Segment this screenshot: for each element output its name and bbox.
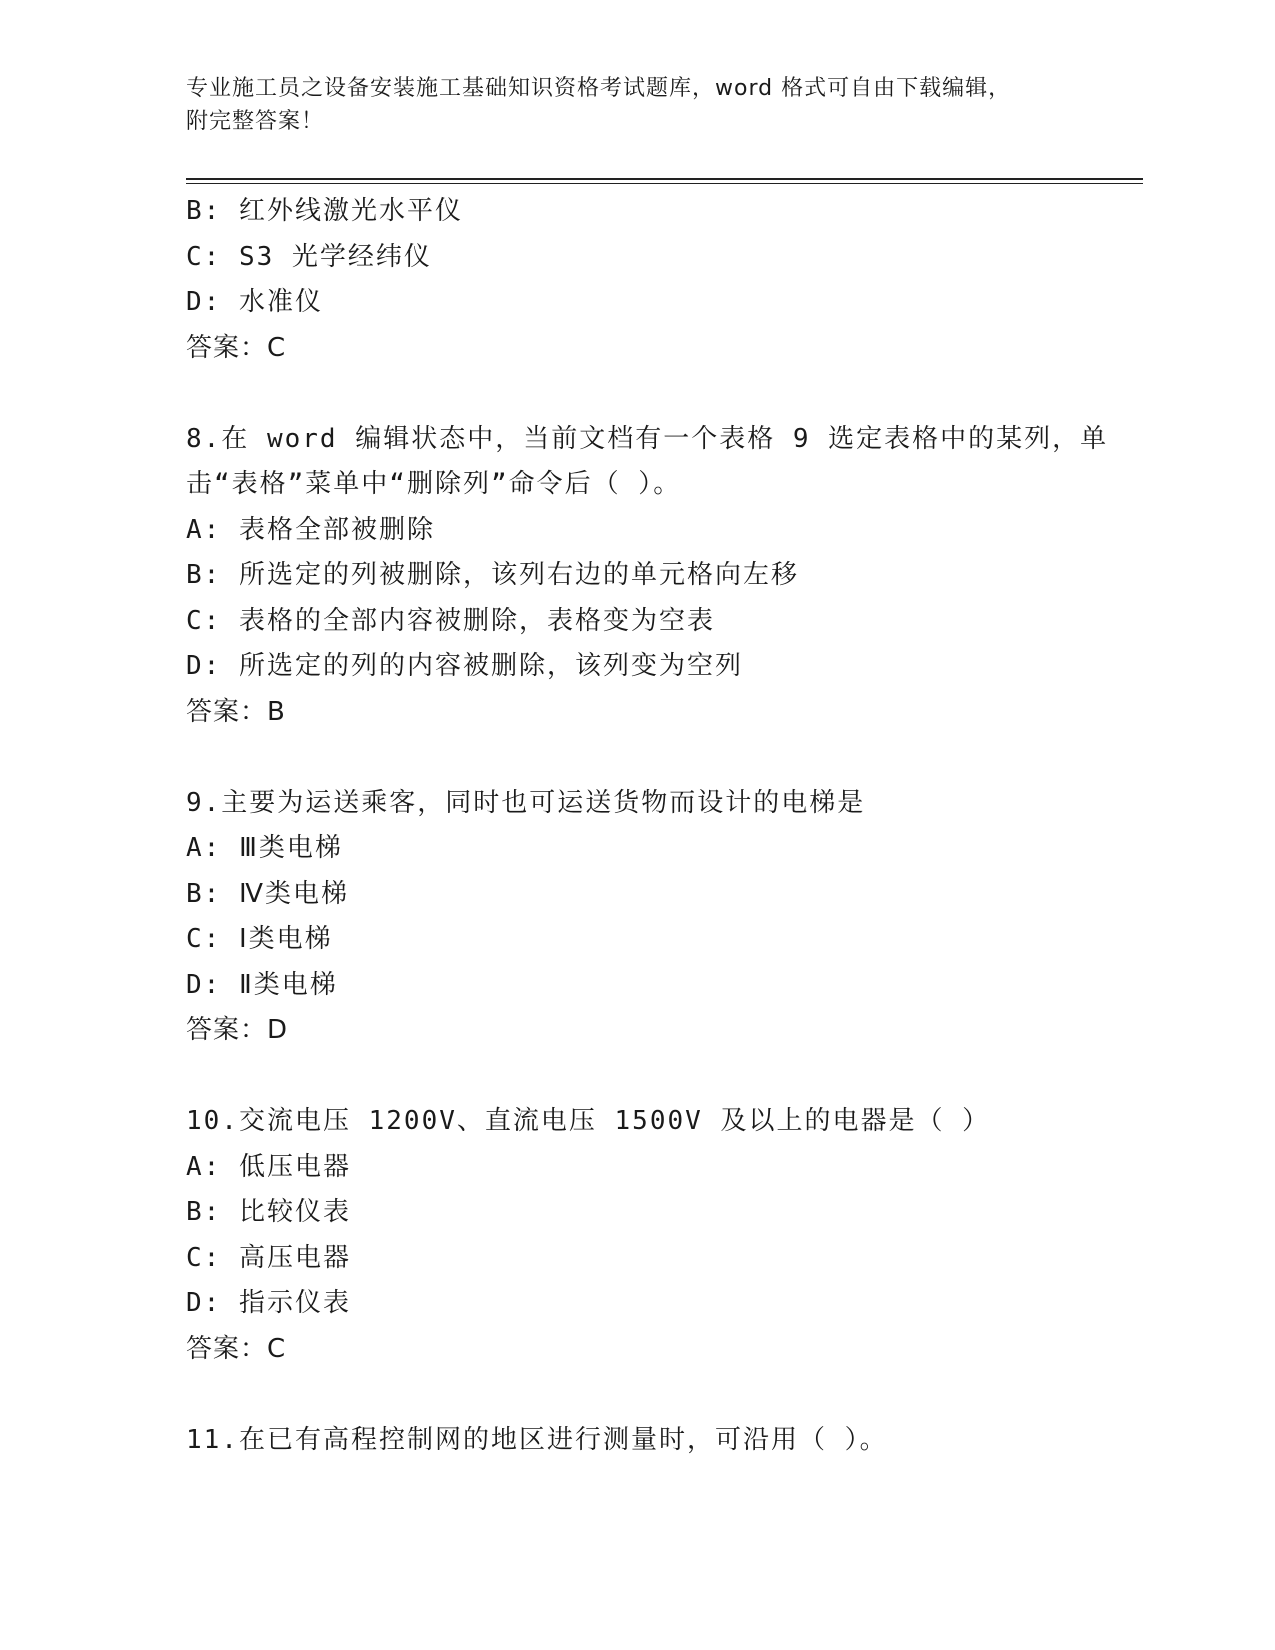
option-a: A: Ⅲ类电梯 (186, 833, 343, 863)
answer-line: 答案：B (186, 696, 286, 727)
answer-line: 答案：D (186, 1015, 289, 1045)
option-a: A: 表格全部被删除 (186, 514, 435, 545)
spacer (186, 1372, 1086, 1418)
question-stem-continued: 击“表格”菜单中“删除列”命令后（ ）。 (186, 469, 682, 499)
answer-line: 答案：C (186, 332, 287, 363)
option-b: B: Ⅳ类电梯 (186, 878, 349, 909)
question-9 (186, 781, 1086, 1054)
question-stem: 8.在 word 编辑状态中，当前文档有一个表格 9 选定表格中的某列，单 (186, 423, 1109, 454)
header-divider-thin (186, 183, 1143, 184)
option-c: C: Ⅰ类电梯 (186, 924, 333, 954)
answer-line: 答案：C (186, 1333, 287, 1364)
document-header (186, 72, 1086, 138)
question-stem: 11.在已有高程控制网的地区进行测量时，可沿用（ ）。 (186, 1424, 888, 1455)
header-line-2: 附完整答案！ (186, 109, 325, 134)
spacer (186, 371, 1086, 417)
option-b: B: 红外线激光水平仪 (186, 196, 463, 226)
option-d: D: Ⅱ类电梯 (186, 969, 338, 1000)
question-11 (186, 1418, 1086, 1464)
question-10 (186, 1099, 1086, 1372)
option-d: D: 指示仪表 (186, 1288, 351, 1318)
option-c: C: S3 光学经纬仪 (186, 241, 432, 272)
question-stem: 10.交流电压 1200V、直流电压 1500V 及以上的电器是（ ） (186, 1106, 991, 1136)
option-d: D: 所选定的列的内容被删除，该列变为空列 (186, 651, 743, 681)
option-a: A: 低压电器 (186, 1151, 351, 1182)
question-7-continued (186, 189, 1086, 371)
header-divider-thick (186, 178, 1143, 180)
header-line-1: 专业施工员之设备安装施工基础知识资格考试题库，word 格式可自由下载编辑， (186, 76, 1012, 101)
option-b: B: 所选定的列被删除，该列右边的单元格向左移 (186, 560, 799, 590)
spacer (186, 735, 1086, 781)
spacer (186, 1054, 1086, 1100)
option-c: C: 表格的全部内容被删除，表格变为空表 (186, 605, 715, 636)
question-8 (186, 417, 1109, 736)
option-b: B: 比较仪表 (186, 1197, 351, 1227)
option-c: C: 高压电器 (186, 1242, 351, 1273)
question-list (186, 189, 1109, 1463)
option-d: D: 水准仪 (186, 287, 323, 317)
question-stem: 9.主要为运送乘客，同时也可运送货物而设计的电梯是 (186, 787, 866, 818)
